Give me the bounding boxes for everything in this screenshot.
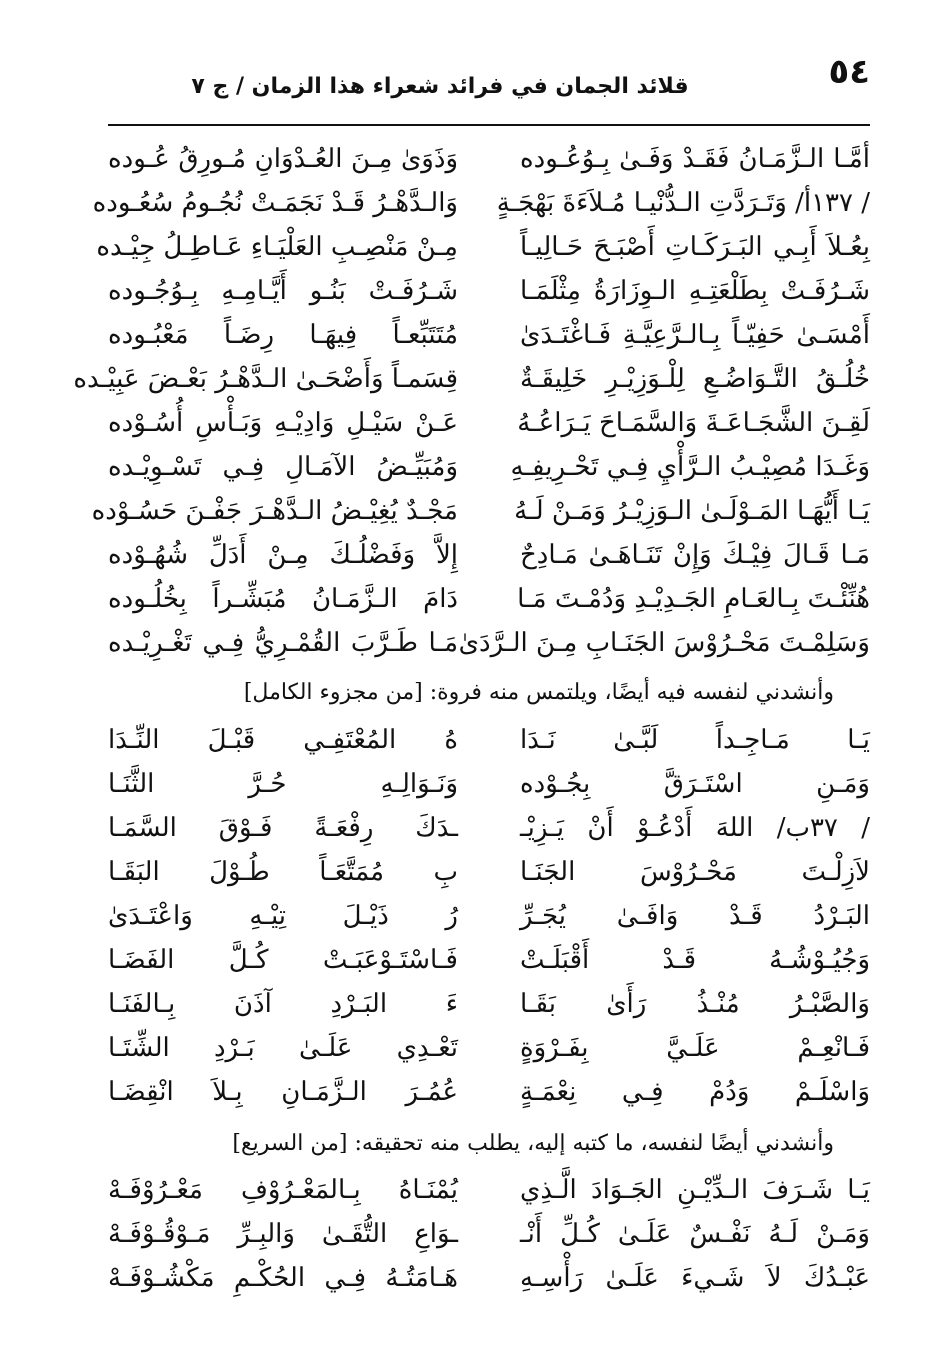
second-hemistich: وَنَـوَالِـهِ حُـرَّ الثَّنَـا — [108, 769, 458, 799]
verse-line — [108, 808, 870, 848]
first-hemistich: هُنِّئْـتَ بِـالعَـامِ الجَـدِيْـدِ وَدُمْـتَ مَـا — [517, 584, 870, 614]
verse-line — [108, 1072, 870, 1112]
second-hemistich: إِلاَّ وَفَضْلُـكَ مِـنْ أَدَلِّ شُهُـوْده — [108, 540, 458, 570]
first-hemistich: لاَزِلْـتَ مَحْـرُوْسَ الجَنَـا — [520, 857, 870, 887]
second-hemistich: وَذَوَىٰ مِـنَ العُـدْوَانِ مُـورِقُ عُـوده — [108, 144, 458, 174]
second-hemistich: رُ ذَيْـلَ تِيْـهِ وَاعْتَـدَىٰ — [108, 901, 458, 931]
second-hemistich: هَـامَتُـهُ فِـي الحُكْـمِ مَكْشُـوْفَـهْ — [108, 1263, 458, 1293]
second-hemistich: شَـرُفَـتْ بَنُـو أَيَّـامِـهِ بِـوُجُـوده — [108, 276, 458, 306]
section-intro — [108, 1124, 870, 1164]
section-intro-text: وأنشدني أيضًا لنفسه، ما كتبه إليه، يطلب منه تحقيقه: [من السريع] — [232, 1131, 834, 1156]
first-hemistich: عَبْـدُكَ لاَ شَـيءَ عَلَـىٰ رَأْسِـهِ — [520, 1263, 870, 1293]
first-hemistich: / ٣٧ب/ اللهَ أَدْعُـوْ أَنْ يَـزِيْـ — [520, 813, 870, 843]
second-hemistich: دَامَ الـزَّمَـانُ مُبَشِّـراً بِخُلُـوده — [108, 584, 458, 614]
verse-line — [108, 579, 870, 619]
verse-line — [108, 940, 870, 980]
second-hemistich: مِـنْ مَنْصِـبِ العَلْيَـاءِ عَـاطِـلُ جِيْـده — [96, 232, 458, 262]
verse-line — [108, 447, 870, 487]
first-hemistich: أمَّـا الـزَّمَـانُ فَقَـدْ وَفَـىٰ بِـوُعُـوده — [520, 144, 870, 174]
verse-line — [108, 764, 870, 804]
verse-line — [108, 535, 870, 575]
verse-line — [108, 1028, 870, 1068]
second-hemistich: تَعْـدِي عَلَـىٰ بَـرْدِ الشِّتَـا — [108, 1033, 458, 1063]
first-hemistich: وَجُيُـوْشُـهُ قَـدْ أَقْبَلَـتْ — [520, 945, 870, 975]
second-hemistich: مُتَتَبِّعـاً فِيهَـا رِضَـاً مَعْبُـوده — [108, 320, 458, 350]
section-intro-text: وأنشدني لنفسه فيه أيضًا، ويلتمس منه فروة: [من مجزوء الكامل] — [243, 680, 834, 705]
second-hemistich: قِسَمـاً وَأَضْحَـىٰ الـدَّهْـرُ بَعْـضَ عَبِيْـده — [73, 364, 458, 394]
verse-line — [91, 491, 870, 531]
verse-line — [96, 227, 870, 267]
verse-line — [108, 271, 870, 311]
first-hemistich: وَسَلِمْـتَ مَحْـرُوْسَ الجَنَـابِ مِـنَ الـرَّدَىٰ — [458, 628, 870, 658]
first-hemistich: مَـا قَـالَ فِيْـكَ وَإِنْ تَنَـاهَـىٰ مَـادِحٌ — [520, 540, 870, 570]
second-hemistich: ـوَاعِ التُّقَـىٰ وَالبِـرِّ مَـوْقُـوْفَـهْ — [108, 1219, 458, 1249]
first-hemistich: وَمَـنْ لَـهُ نَفْـسٌ عَلَـىٰ كُـلِّ أَنْـ — [520, 1219, 870, 1249]
second-hemistich: بِ مُمَتَّعَـاً طُـوْلَ البَقَـا — [108, 857, 458, 887]
verse-line — [73, 359, 870, 399]
second-hemistich: عُمُـرَ الـزَّمَـانِ بِـلاَ انْقِضَـا — [108, 1077, 458, 1107]
second-hemistich: وَالـدَّهْـرُ قَـدْ نَجَمَـتْ نُجُـومُ سُعُـوده — [92, 188, 458, 218]
first-hemistich: شَـرُفَـتْ بِطَلْعَتِـهِ الـوِزَارَةُ مِثْلَمَـا — [520, 276, 870, 306]
verse-line — [108, 720, 870, 760]
first-hemistich: يَـا أَيُّهَـا المَـوْلَـىٰ الـوَزِيْـرُ وَمَـنْ لَـهُ — [514, 496, 870, 526]
first-hemistich: / ١٣٧أ/ وَتَـرَدَّتِ الـدُّنْيـا مُـلاَءَةَ بَهْجَـةٍ — [496, 188, 870, 218]
second-hemistich: عَـنْ سَيْـلِ وَادِيْـهِ وَبَـأْسِ أُسُـوْده — [108, 408, 458, 438]
first-hemistich: وَغَـدَا مُصِيْـبُ الـرَّأْيِ فِـي تَحْـرِيفِـهِ — [510, 452, 870, 482]
first-hemistich: لَقِـنَ الشَّجَـاعَـةَ وَالسَّمَـاحَ يَـرَاعُـهُ — [517, 408, 870, 438]
verse-line — [108, 1170, 870, 1210]
first-hemistich: البَـرْدُ قَـدْ وَافَـىٰ يُجَـرِّ — [520, 901, 870, 931]
second-hemistich: يُمْنَـاهُ بِـالمَعْـرُوْفِ مَعْـرُوْفَـهْ — [108, 1175, 458, 1205]
second-hemistich: هُ المُعْتَفِـي قَبْـلَ النِّـدَا — [108, 725, 458, 755]
verse-line — [108, 139, 870, 179]
verse-line — [108, 623, 870, 663]
second-hemistich: مَـا طَـرَّبَ القُمْـرِيُّ فِـي تَغْـرِيْـده — [108, 628, 458, 658]
second-hemistich: ـدَكَ رِفْعَـةً فَـوْقَ السَّمَـا — [108, 813, 458, 843]
first-hemistich: أَمْسَـىٰ حَفِيّـاً بِـالـرَّعِيَّـةِ فَـاغْتَـدَىٰ — [520, 320, 870, 350]
first-hemistich: يَـا مَـاجِـداً لَبَّـىٰ نَـدَا — [520, 725, 870, 755]
header-rule — [108, 124, 870, 126]
first-hemistich: فَـانْعِـمْ عَلَـيَّ بِفَـرْوَةٍ — [520, 1033, 870, 1063]
first-hemistich: بِعُـلاَ أَبِـي البَـرَكَـاتِ أَصْبَـحَ حَـالِيـاً — [520, 232, 870, 262]
verse-line — [92, 183, 870, 223]
first-hemistich: يَـا شَـرَفَ الـدِّيْـنِ الجَـوَادَ الَّـذِي — [520, 1175, 870, 1205]
verse-line — [108, 1214, 870, 1254]
first-hemistich: وَمَـنِ اسْتَـرَقَّ بِجُـوْده — [520, 769, 870, 799]
verse-line — [108, 984, 870, 1024]
first-hemistich: وَاسْلَـمْ وَدُمْ فِـي نِعْمَـةٍ — [520, 1077, 870, 1107]
verse-line — [108, 1258, 870, 1298]
second-hemistich: وَمُبَيِّـضُ الآمَـالِ فِـي تَسْـوِيْـده — [108, 452, 458, 482]
page-number: ٥٤ — [828, 52, 870, 92]
verse-line — [108, 403, 870, 443]
second-hemistich: فَـاسْتَـوْعَبَـتْ كُـلَّ الفَضَـا — [108, 945, 458, 975]
section-intro — [108, 673, 870, 713]
verse-line — [108, 852, 870, 892]
second-hemistich: ءَ البَـرْدِ آذَنَ بِـالفَنَـا — [108, 989, 458, 1019]
verse-line — [108, 896, 870, 936]
second-hemistich: مَجْـدٌ يُغِيْـضُ الـدَّهْـرَ جَفْـنَ حَسُـوْده — [91, 496, 458, 526]
verse-line — [108, 315, 870, 355]
first-hemistich: خُلُـقُ التَّـوَاضُـعِ لِلْـوَزِيْـرِ خَلِيقَـةٌ — [520, 364, 870, 394]
running-title: قلائد الجمان في فرائد شعراء هذا الزمان / ج ٧ — [191, 74, 689, 99]
first-hemistich: وَالصَّبْـرُ مُنْـذُ رَأَىٰ بَقَـا — [520, 989, 870, 1019]
